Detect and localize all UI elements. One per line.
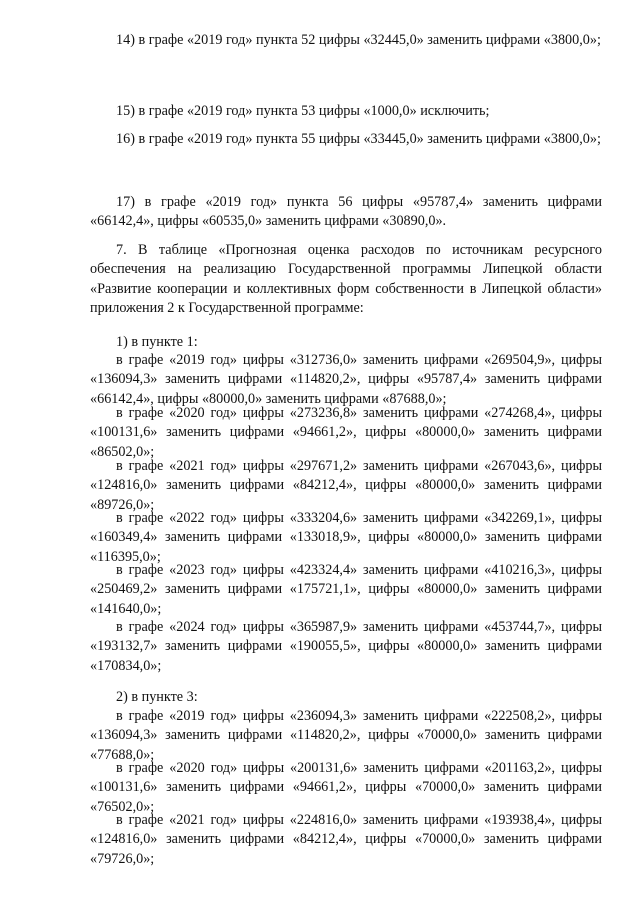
paragraph-2019-p1: в графе «2019 год» цифры «312736,0» заменить цифрами «269504,9», цифры «136094,3» заменить цифрами «114820,2», цифры «95787,4» заменить цифрами «66142,4», цифры «80000,0» заменить цифрами «87688,0»; (90, 352, 602, 407)
paragraph-item-14: 14) в графе «2019 год» пункта 52 цифры «32445,0» заменить цифрами «3800,0»; (116, 32, 601, 48)
paragraph-2022-p1: в графе «2022 год» цифры «333204,6» заменить цифрами «342269,1», цифры «160349,4» заменить цифрами «133018,9», цифры «80000,0» заменить цифрами «116395,0»; (90, 510, 602, 565)
paragraph-item-15: 15) в графе «2019 год» пункта 53 цифры «1000,0» исключить; (116, 103, 490, 119)
paragraph-2019-p3: в графе «2019 год» цифры «236094,3» заменить цифрами «222508,2», цифры «136094,3» заменить цифрами «114820,2», цифры «70000,0» заменить цифрами «77688,0»; (90, 708, 602, 763)
paragraph-2021-p1: в графе «2021 год» цифры «297671,2» заменить цифрами «267043,6», цифры «124816,0» заменить цифрами «84212,4», цифры «80000,0» заменить цифрами «89726,0»; (90, 458, 602, 513)
paragraph-section-7: 7. В таблице «Прогнозная оценка расходов по источникам ресурсного обеспечения на реализацию Государственной программы Липецкой области «Развитие кооперации и коллективных форм собственности в Липецкой области» приложения 2 к Государственной программе: (90, 242, 602, 317)
paragraph-item-16: 16) в графе «2019 год» пункта 55 цифры «33445,0» заменить цифрами «3800,0»; (116, 131, 601, 147)
paragraph-2024-p1: в графе «2024 год» цифры «365987,9» заменить цифрами «453744,7», цифры «193132,7» заменить цифрами «190055,5», цифры «80000,0» заменить цифрами «170834,0»; (90, 619, 602, 674)
paragraph-2023-p1: в графе «2023 год» цифры «423324,4» заменить цифрами «410216,3», цифры «250469,2» заменить цифрами «175721,1», цифры «80000,0» заменить цифрами «141640,0»; (90, 562, 602, 617)
subitem-heading-1: 1) в пункте 1: (116, 334, 198, 350)
paragraph-2020-p1: в графе «2020 год» цифры «273236,8» заменить цифрами «274268,4», цифры «100131,6» заменить цифрами «94661,2», цифры «80000,0» заменить цифрами «86502,0»; (90, 405, 602, 460)
paragraph-2021-p3: в графе «2021 год» цифры «224816,0» заменить цифрами «193938,4», цифры «124816,0» заменить цифрами «84212,4», цифры «70000,0» заменить цифрами «79726,0»; (90, 812, 602, 867)
subitem-heading-2: 2) в пункте 3: (116, 689, 198, 705)
paragraph-2020-p3: в графе «2020 год» цифры «200131,6» заменить цифрами «201163,2», цифры «100131,6» заменить цифрами «94661,2», цифры «70000,0» заменить цифрами «76502,0»; (90, 760, 602, 815)
paragraph-item-17: 17) в графе «2019 год» пункта 56 цифры «95787,4» заменить цифрами «66142,4», цифры «60535,0» заменить цифрами «30890,0». (90, 194, 602, 230)
